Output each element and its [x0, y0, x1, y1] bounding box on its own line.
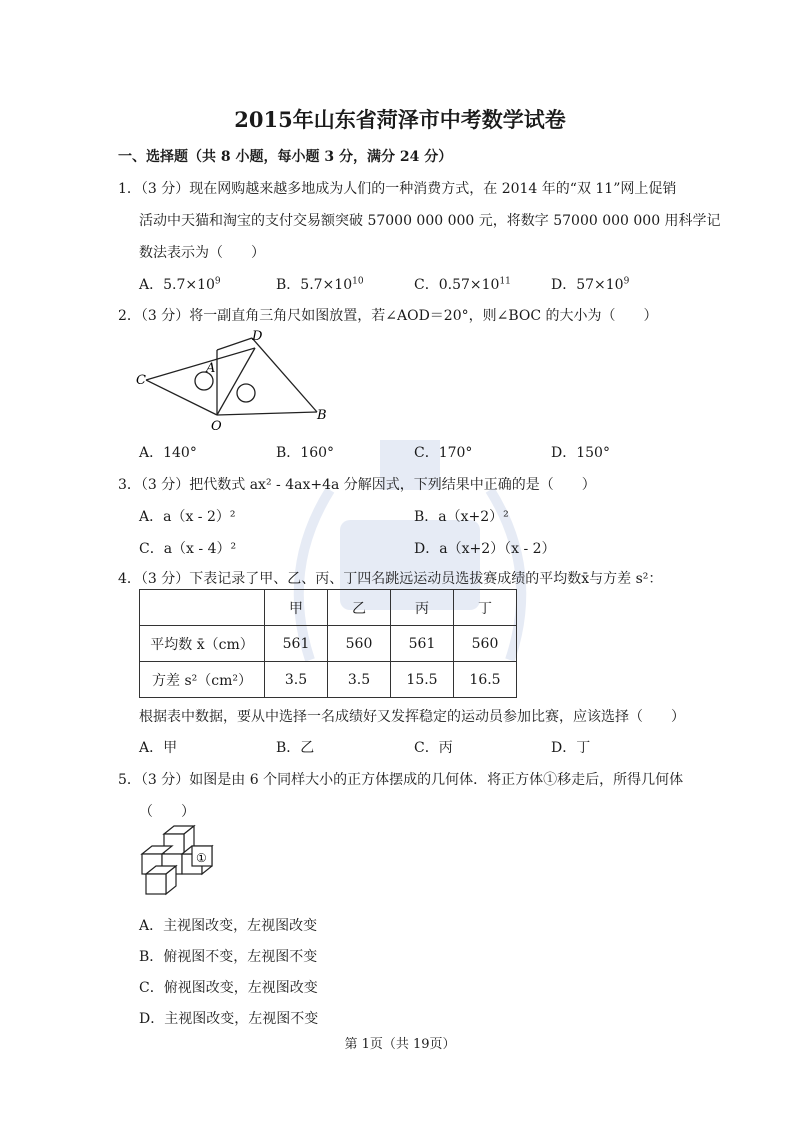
label-o: O [211, 419, 222, 432]
label-d: D [252, 329, 263, 344]
q3-option-d: D．a（x+2）（x - 2） [414, 541, 556, 557]
scores-table [139, 589, 517, 698]
q1-option-c: C．$0.57\times 10^{11}$ [414, 276, 511, 293]
q1-text-line2: 活动中天猫和淘宝的支付交易额突破 57000 000 000 元，将数字 57000 000 000 用科学记 [139, 213, 721, 229]
table-cell: 561 [391, 626, 454, 662]
q2-option-a: A．140° [139, 445, 197, 461]
q4-text2: 根据表中数据，要从中选择一名成绩好又发挥稳定的运动员参加比赛，应该选择（ ） [139, 709, 685, 725]
table-row [140, 662, 517, 698]
q5-option-a: A．主视图改变，左视图改变 [139, 918, 318, 934]
cube-diagram [134, 822, 224, 912]
q1-option-d: D．$57\times 10^9$ [551, 276, 630, 293]
table-cell: 15.5 [391, 662, 454, 698]
q5-option-b: B．俯视图不变，左视图不变 [139, 949, 318, 965]
q4-option-b: B．乙 [276, 740, 315, 756]
triangle-diagram [134, 328, 334, 432]
table-row [140, 590, 517, 626]
table-row [140, 626, 517, 662]
cube-marker-label: ① [196, 851, 207, 865]
q3-option-b: B．a（x+2）² [414, 509, 509, 525]
q5-option-c: C．俯视图改变，左视图改变 [139, 980, 318, 996]
table-header-cell [140, 590, 265, 626]
q4-text: 4．（3 分）下表记录了甲、乙、丙、丁四名跳远运动员选拔赛成绩的平均数x̄与方差 s²： [118, 571, 663, 587]
table-header-cell: 甲 [265, 590, 328, 626]
q5-option-d: D．主视图改变，左视图不变 [139, 1011, 319, 1027]
table-cell: 16.5 [454, 662, 517, 698]
table-cell: 3.5 [265, 662, 328, 698]
q2-option-b: B．160° [276, 445, 335, 461]
label-b: B [317, 408, 327, 423]
q5-text: 5．（3 分）如图是由 6 个同样大小的正方体摆成的几何体．将正方体①移走后，所得几何体 [118, 772, 684, 788]
q1-option-a: A．$5.7\times 10^9$ [139, 276, 221, 293]
label-a: A [206, 361, 216, 376]
q1-option-b: B．$5.7\times 10^{10}$ [276, 276, 364, 293]
q3-option-c: C．a（x - 4）² [139, 541, 237, 557]
table-cell: 方差 s²（cm²） [140, 662, 265, 698]
q4-option-d: D．丁 [551, 740, 591, 756]
section-heading: 一、选择题（共 8 小题，每小题 3 分，满分 24 分） [118, 149, 453, 165]
q1-text-line1: 1．（3 分）现在网购越来越多地成为人们的一种消费方式，在 2014 年的“双 11”网上促销 [118, 181, 677, 197]
table-cell: 560 [454, 626, 517, 662]
q2-option-d: D．150° [551, 445, 610, 461]
q4-option-c: C．丙 [414, 740, 453, 756]
q1-text-line3: 数法表示为（ ） [139, 245, 265, 261]
page-title: 2015年山东省菏泽市中考数学试卷 [234, 107, 566, 132]
table-cell: 560 [328, 626, 391, 662]
table-header-cell: 乙 [328, 590, 391, 626]
q4-option-a: A．甲 [139, 740, 178, 756]
q2-text: 2．（3 分）将一副直角三角尺如图放置，若∠AOD＝20°，则∠BOC 的大小为（ ） [118, 308, 658, 324]
q5-text2: （ ） [139, 804, 195, 820]
table-cell: 平均数 x̄（cm） [140, 626, 265, 662]
table-cell: 3.5 [328, 662, 391, 698]
page-footer: 第 1页（共 19页） [344, 1037, 456, 1052]
label-c: C [136, 373, 146, 388]
table-header-cell: 丁 [454, 590, 517, 626]
q2-option-c: C．170° [414, 445, 473, 461]
table-cell: 561 [265, 626, 328, 662]
q3-text: 3．（3 分）把代数式 ax² - 4ax+4a 分解因式，下列结果中正确的是（ ） [118, 477, 596, 493]
q3-option-a: A．a（x - 2）² [139, 509, 236, 525]
table-header-cell: 丙 [391, 590, 454, 626]
